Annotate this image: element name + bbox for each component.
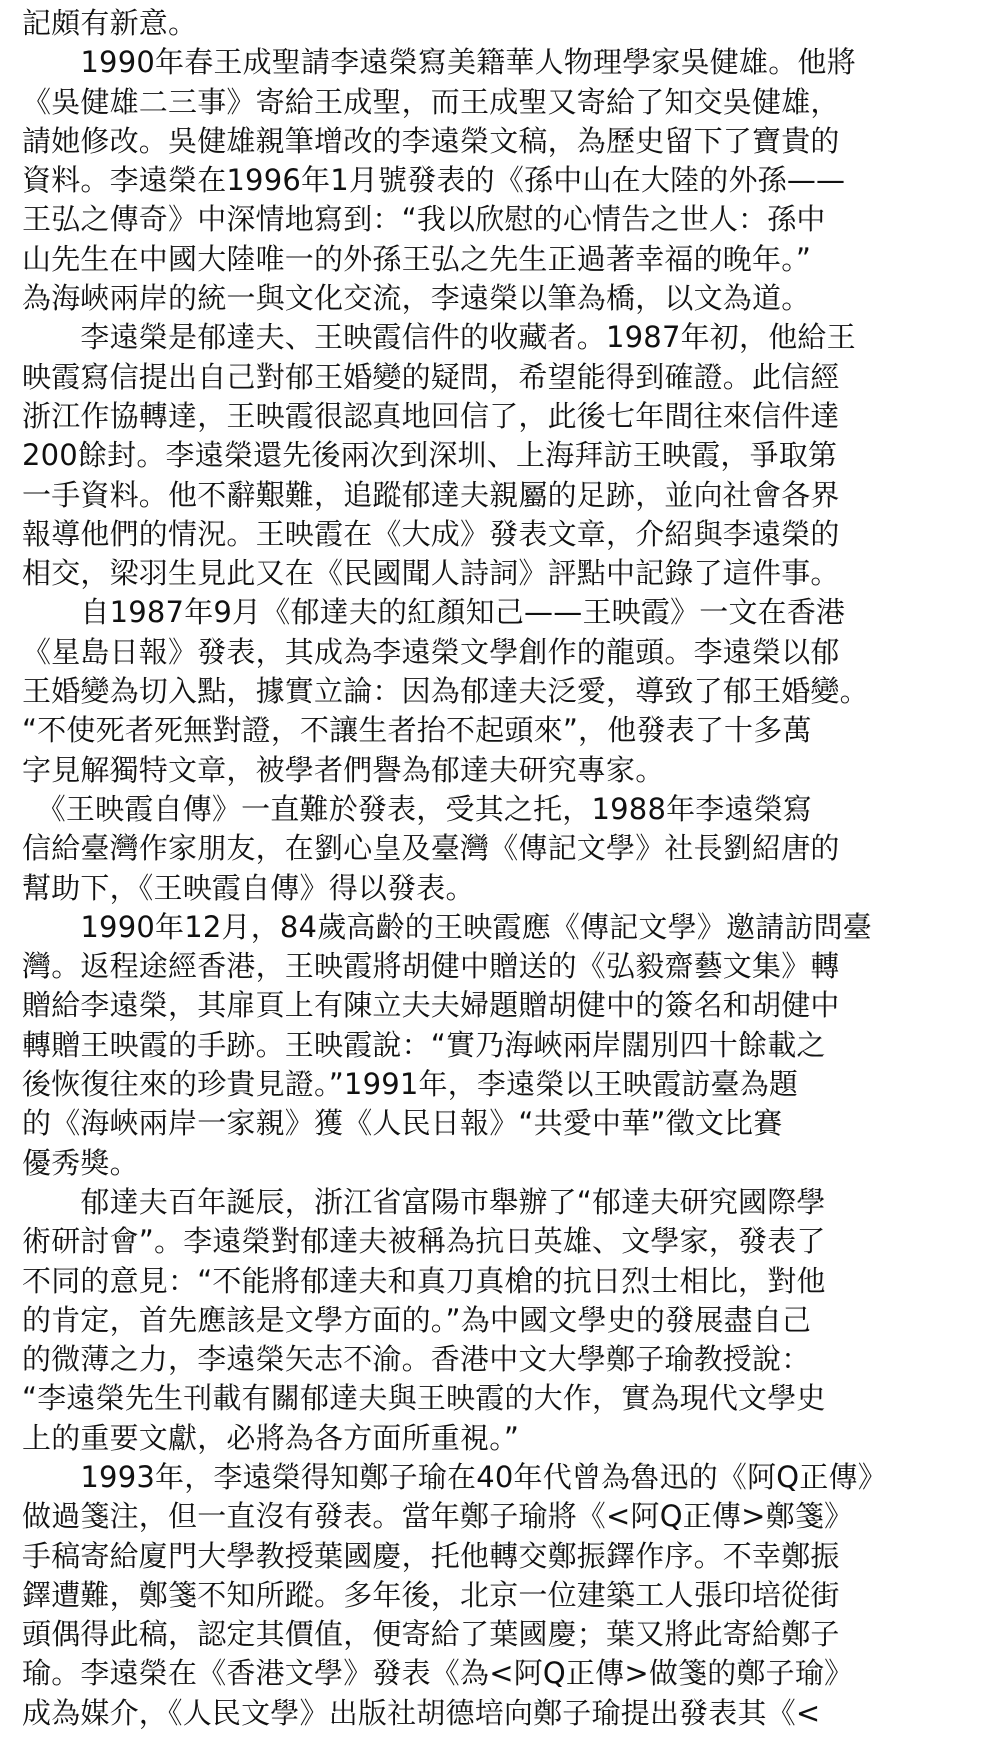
text-line: 1990年12月，84歲高齡的王映霞應《傳記文學》邀請訪問臺 xyxy=(22,909,873,944)
text-line: 上的重要文獻，必將為各方面所重視。” xyxy=(22,1420,520,1455)
text-line: 信給臺灣作家朋友，在劉心皇及臺灣《傳記文學》社長劉紹唐的 xyxy=(22,831,840,866)
text-line: 手稿寄給廈門大學教授葉國慶，托他轉交鄭振鐸作序。不幸鄭振 xyxy=(22,1538,840,1573)
text-line: 《吳健雄二三事》寄給王成聖，而王成聖又寄給了知交吳健雄， xyxy=(22,84,840,119)
text-line: 山先生在中國大陸唯一的外孫王弘之先生正過著幸福的晚年。” xyxy=(22,241,812,276)
text-line: 相交，梁羽生見此又在《民國聞人詩詞》評點中記錄了這件事。 xyxy=(22,556,840,591)
text-line: 做過箋注，但一直沒有發表。當年鄭子瑜將《<阿Q正傳>鄭箋》 xyxy=(22,1499,854,1534)
text-line: 《星島日報》發表，其成為李遠榮文學創作的龍頭。李遠榮以郁 xyxy=(22,634,840,669)
text-line: 為海峽兩岸的統一與文化交流，李遠榮以筆為橋，以文為道。 xyxy=(22,281,811,316)
text-line: 1990年春王成聖請李遠榮寫美籍華人物理學家吳健雄。他將 xyxy=(22,45,856,80)
text-line: 報導他們的情況。王映霞在《大成》發表文章，介紹與李遠榮的 xyxy=(22,516,840,551)
text-line: 優秀獎。 xyxy=(22,1145,139,1180)
text-line: 灣。返程途經香港，王映霞將胡健中贈送的《弘毅齋藝文集》轉 xyxy=(22,949,840,984)
text-line: 後恢復往來的珍貴見證。”1991年，李遠榮以王映霞訪臺為題 xyxy=(22,1067,799,1102)
text-line: 不同的意見：“不能將郁達夫和真刀真槍的抗日烈士相比，對他 xyxy=(22,1263,826,1298)
text-line: 轉贈王映霞的手跡。王映霞說：“實乃海峽兩岸闊別四十餘載之 xyxy=(22,1027,826,1062)
text-line: 自1987年9月《郁達夫的紅顏知己——王映霞》一文在香港 xyxy=(22,595,846,630)
text-line: 字見解獨特文章，被學者們譽為郁達夫研究專家。 xyxy=(22,752,665,787)
text-line: 王婚變為切入點，據實立論：因為郁達夫泛愛，導致了郁王婚變。 xyxy=(22,674,869,709)
text-line: 一手資料。他不辭艱難，追蹤郁達夫親屬的足跡，並向社會各界 xyxy=(22,477,840,512)
text-line: 1993年，李遠榮得知鄭子瑜在40年代曾為魯迅的《阿Q正傳》 xyxy=(22,1459,887,1494)
text-line: “李遠榮先生刊載有關郁達夫與王映霞的大作，實為現代文學史 xyxy=(22,1381,826,1416)
text-line: 的《海峽兩岸一家親》獲《人民日報》“共愛中華”徵文比賽 xyxy=(22,1106,783,1141)
text-line: 請她修改。吳健雄親筆增改的李遠榮文稿，為歷史留下了寶貴的 xyxy=(22,123,840,158)
text-line: 的肯定，首先應該是文學方面的。”為中國文學史的發展盡自己 xyxy=(22,1302,812,1337)
text-line: 鐸遭難，鄭箋不知所蹤。多年後，北京一位建築工人張印培從街 xyxy=(22,1577,840,1612)
text-line: 王弘之傳奇》中深情地寫到：“我以欣慰的心情告之世人：孫中 xyxy=(22,202,826,237)
text-line: 瑜。李遠榮在《香港文學》發表《為<阿Q正傳>做箋的鄭子瑜》 xyxy=(22,1656,854,1691)
text-line: 頭偶得此稿，認定其價值，便寄給了葉國慶；葉又將此寄給鄭子 xyxy=(22,1617,840,1652)
text-line: 李遠榮是郁達夫、王映霞信件的收藏者。1987年初，他給王 xyxy=(22,320,856,355)
text-line: 記頗有新意。 xyxy=(22,6,198,40)
text-line: 浙江作協轉達，王映霞很認真地回信了，此後七年間往來信件達 xyxy=(22,398,840,433)
text-line: 幫助下，《王映霞自傳》得以發表。 xyxy=(22,870,475,905)
text-line: 《王映霞自傳》一直難於發表，受其之托，1988年李遠榮寫 xyxy=(22,791,813,826)
text-line: 術研討會”。李遠榮對郁達夫被稱為抗日英雄、文學家，發表了 xyxy=(22,1224,826,1259)
text-line: 映霞寫信提出自己對郁王婚變的疑問，希望能得到確證。此信經 xyxy=(22,359,840,394)
text-line: 200餘封。李遠榮還先後兩次到深圳、上海拜訪王映霞，爭取第 xyxy=(22,438,838,473)
text-line: 的微薄之力，李遠榮矢志不渝。香港中文大學鄭子瑜教授說： xyxy=(22,1342,811,1377)
text-line: 贈給李遠榮，其扉頁上有陳立夫夫婦題贈胡健中的簽名和胡健中 xyxy=(22,988,840,1023)
text-line: 郁達夫百年誕辰，浙江省富陽市舉辦了“郁達夫研究國際學 xyxy=(22,1184,826,1219)
text-line: 成為媒介，《人民文學》出版社胡德培向鄭子瑜提出發表其《< xyxy=(22,1695,821,1730)
document-page xyxy=(22,4,982,1733)
text-line: “不使死者死無對證，不讓生者抬不起頭來”，他發表了十多萬 xyxy=(22,713,812,748)
text-line: 資料。李遠榮在1996年1月號發表的《孫中山在大陸的外孫—— xyxy=(22,163,846,198)
